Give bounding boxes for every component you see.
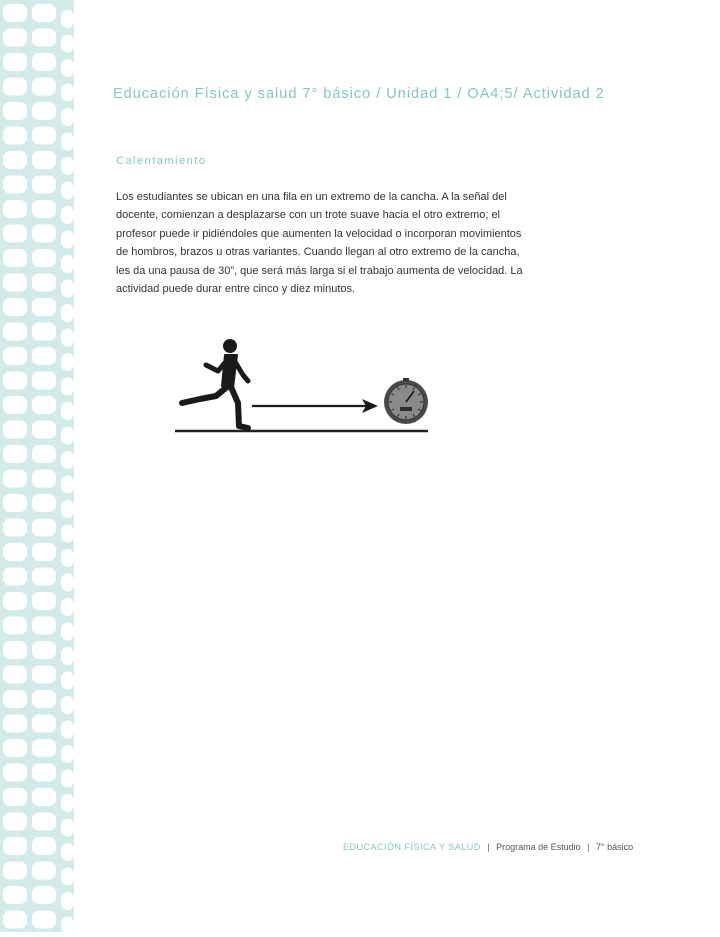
footer-program: Programa de Estudio bbox=[496, 842, 581, 852]
arrow-icon bbox=[252, 399, 378, 413]
page-footer bbox=[343, 842, 633, 852]
runner-icon bbox=[182, 339, 248, 428]
activity-illustration bbox=[170, 333, 435, 443]
footer-grade: 7° básico bbox=[596, 842, 634, 852]
footer-separator-2: | bbox=[587, 842, 590, 852]
footer-subject: EDUCACIÓN FÍSICA Y SALUD bbox=[343, 842, 481, 852]
decorative-side-strip bbox=[0, 0, 74, 932]
section-heading: Calentamiento bbox=[116, 155, 207, 167]
page-title: Educación Física y salud 7° básico / Unidad 1 / OA4;5/ Actividad 2 bbox=[113, 86, 605, 102]
activity-description: Los estudiantes se ubican en una fila en un extremo de la cancha. A la señal del docente, comienzan a desplazarse con un trote suave hacia el otro extremo; el profesor puede ir pidiéndoles que aumenten la velocidad o incorporan movimientos de hombros, brazos u otras variantes. Cuando llegan al otro extremo de la cancha, les da una pausa de 30”, que será más larga si el trabajo aumenta de velocidad. La actividad puede durar entre cinco y diez minutos. bbox=[116, 191, 523, 296]
perforation-pattern bbox=[0, 0, 74, 932]
stopwatch-icon bbox=[384, 378, 428, 424]
footer-separator: | bbox=[487, 842, 490, 852]
